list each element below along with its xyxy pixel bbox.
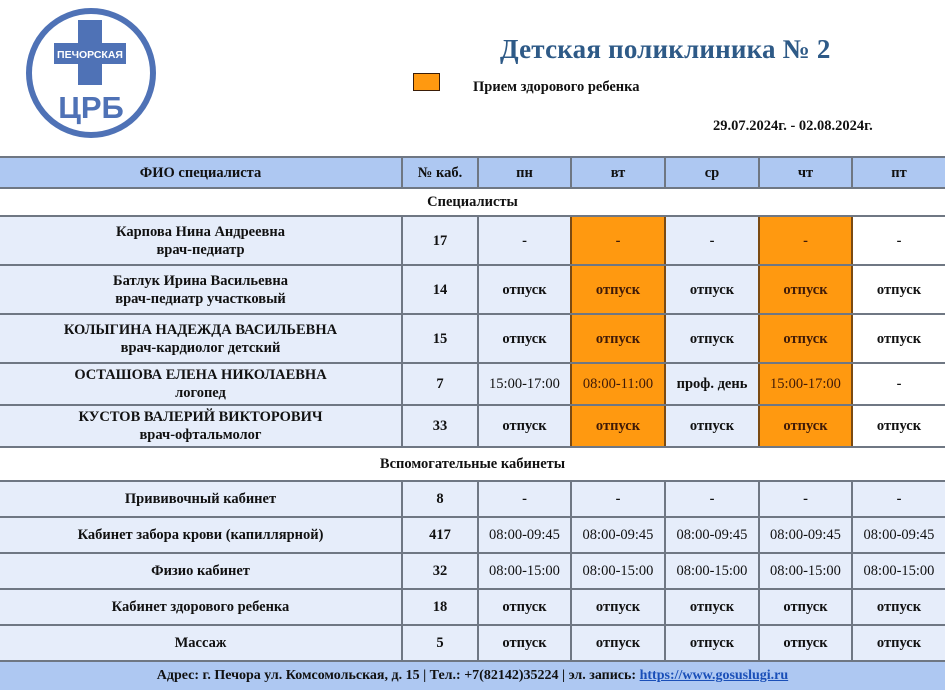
schedule-cell: отпуск — [852, 625, 945, 661]
room-number: 14 — [402, 265, 478, 314]
specialist-name: Массаж — [174, 635, 227, 651]
specialist-cell — [0, 625, 402, 661]
room-number: 417 — [402, 517, 478, 553]
schedule-cell: - — [852, 363, 945, 405]
schedule-cell: - — [478, 216, 571, 265]
schedule-cell: отпуск — [478, 589, 571, 625]
schedule-cell: отпуск — [759, 265, 852, 314]
specialist-cell — [0, 553, 402, 589]
table-row — [0, 553, 945, 589]
table-row — [0, 314, 945, 363]
room-number: 32 — [402, 553, 478, 589]
schedule-period: 29.07.2024г. - 02.08.2024г. — [713, 118, 873, 134]
specialist-role: врач-кардиолог детский — [120, 339, 281, 356]
specialist-cell — [0, 589, 402, 625]
specialist-cell — [0, 314, 402, 363]
footer-text: Адрес: г. Печора ул. Комсомольская, д. 15 | Тел.: +7(82142)35224 | эл. запись: — [156, 668, 640, 683]
schedule-cell: отпуск — [571, 589, 665, 625]
specialist-role: врач-офтальмолог — [139, 427, 262, 443]
schedule-cell: 08:00-09:45 — [665, 517, 759, 553]
schedule-cell: отпуск — [759, 405, 852, 447]
schedule-cell: 08:00-15:00 — [571, 553, 665, 589]
room-number: 7 — [402, 363, 478, 405]
schedule-cell: 15:00-17:00 — [759, 363, 852, 405]
schedule-cell: проф. день — [665, 363, 759, 405]
schedule-cell: - — [759, 481, 852, 517]
room-number: 17 — [402, 216, 478, 265]
schedule-cell: 08:00-09:45 — [478, 517, 571, 553]
schedule-cell: отпуск — [759, 625, 852, 661]
schedule-cell: отпуск — [478, 625, 571, 661]
specialist-name: Кабинет забора крови (капиллярной) — [77, 527, 324, 543]
schedule-cell: отпуск — [759, 589, 852, 625]
room-number: 33 — [402, 405, 478, 447]
specialist-name: Кабинет здорового ребенка — [111, 599, 290, 615]
section-title: Специалисты — [0, 188, 945, 216]
schedule-cell: - — [478, 481, 571, 517]
table-row — [0, 363, 945, 405]
room-number: 8 — [402, 481, 478, 517]
schedule-cell: отпуск — [665, 625, 759, 661]
logo-top-text: ПЕЧОРСКАЯ — [57, 49, 123, 61]
footer-contacts — [0, 662, 945, 690]
pechora-crb-logo — [22, 6, 160, 140]
table-row — [0, 265, 945, 314]
section-title: Вспомогательные кабинеты — [0, 447, 945, 481]
specialist-cell — [0, 363, 402, 405]
schedule-cell: отпуск — [759, 314, 852, 363]
specialist-cell — [0, 517, 402, 553]
schedule-cell: отпуск — [852, 265, 945, 314]
schedule-cell: - — [759, 216, 852, 265]
specialist-role: врач-педиатр участковый — [115, 290, 286, 307]
table-header-row — [0, 157, 945, 188]
legend-label: Прием здорового ребенка — [473, 79, 640, 95]
specialist-name: Физио кабинет — [151, 563, 250, 579]
section-row — [0, 188, 945, 216]
column-header-room: № каб. — [402, 157, 478, 188]
schedule-cell: - — [852, 216, 945, 265]
specialist-name: Батлук Ирина Васильевна — [113, 272, 288, 289]
column-header-mon: пн — [478, 157, 571, 188]
specialist-role: логопед — [175, 385, 226, 401]
schedule-cell: отпуск — [665, 589, 759, 625]
schedule-cell: 08:00-09:45 — [571, 517, 665, 553]
specialist-cell — [0, 265, 402, 314]
schedule-cell: - — [571, 481, 665, 517]
column-header-fri: пт — [852, 157, 945, 188]
page-title: Детская поликлиника № 2 — [500, 34, 831, 64]
room-number: 5 — [402, 625, 478, 661]
schedule-cell: - — [665, 216, 759, 265]
column-header-wed: ср — [665, 157, 759, 188]
table-row — [0, 517, 945, 553]
schedule-cell: отпуск — [852, 314, 945, 363]
schedule-cell: 15:00-17:00 — [478, 363, 571, 405]
specialist-name: Прививочный кабинет — [124, 491, 277, 507]
specialist-name: Карпова Нина Андреевна — [116, 223, 285, 240]
schedule-cell: отпуск — [478, 314, 571, 363]
schedule-cell: отпуск — [852, 405, 945, 447]
schedule-cell: отпуск — [571, 314, 665, 363]
specialist-name: КУСТОВ ВАЛЕРИЙ ВИКТОРОВИЧ — [78, 409, 323, 425]
logo-main-text: ЦРБ — [58, 90, 124, 125]
schedule-cell: 08:00-11:00 — [571, 363, 665, 405]
schedule-cell: отпуск — [571, 405, 665, 447]
legend-swatch — [413, 73, 440, 91]
schedule-cell: - — [852, 481, 945, 517]
column-header-tue: вт — [571, 157, 665, 188]
specialist-role: врач-педиатр — [156, 241, 245, 258]
specialist-name: ОСТАШОВА ЕЛЕНА НИКОЛАЕВНА — [74, 367, 327, 383]
column-header-name: ФИО специалиста — [0, 157, 402, 188]
schedule-cell: 08:00-15:00 — [478, 553, 571, 589]
section-row — [0, 447, 945, 481]
schedule-cell: отпуск — [665, 314, 759, 363]
schedule-cell: отпуск — [478, 405, 571, 447]
schedule-cell: отпуск — [571, 265, 665, 314]
room-number: 15 — [402, 314, 478, 363]
schedule-cell: отпуск — [665, 265, 759, 314]
schedule-cell: 08:00-15:00 — [852, 553, 945, 589]
table-row — [0, 216, 945, 265]
schedule-cell: - — [571, 216, 665, 265]
schedule-cell: отпуск — [571, 625, 665, 661]
schedule-cell: 08:00-09:45 — [852, 517, 945, 553]
schedule-table — [0, 156, 945, 662]
schedule-cell: отпуск — [478, 265, 571, 314]
table-row — [0, 481, 945, 517]
specialist-cell — [0, 405, 402, 447]
table-row — [0, 405, 945, 447]
room-number: 18 — [402, 589, 478, 625]
table-row — [0, 589, 945, 625]
schedule-cell: отпуск — [852, 589, 945, 625]
table-row — [0, 625, 945, 661]
specialist-cell — [0, 216, 402, 265]
schedule-cell: 08:00-15:00 — [665, 553, 759, 589]
specialist-name: КОЛЫГИНА НАДЕЖДА ВАСИЛЬЕВНА — [63, 321, 338, 338]
specialist-cell — [0, 481, 402, 517]
column-header-thu: чт — [759, 157, 852, 188]
schedule-cell: - — [665, 481, 759, 517]
schedule-cell: 08:00-09:45 — [759, 517, 852, 553]
schedule-cell: отпуск — [665, 405, 759, 447]
schedule-cell: 08:00-15:00 — [759, 553, 852, 589]
gosuslugi-link[interactable]: https://www.gosuslugi.ru — [639, 668, 789, 683]
